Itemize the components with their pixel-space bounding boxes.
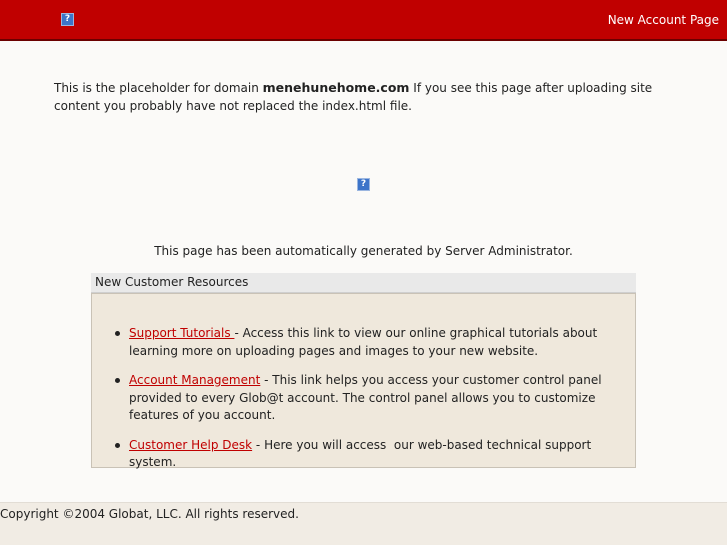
broken-image-icon: ? (357, 178, 370, 191)
intro-text-after: If you see this page after uploading site content you probably have not replaced the index.html file. (54, 81, 653, 113)
bullet-icon (115, 378, 120, 383)
broken-image-icon: ? (61, 13, 74, 26)
resources-panel (91, 293, 636, 468)
generated-notice: This page has been automatically generated by Server Administrator. (154, 244, 573, 258)
customer-help-desk-link[interactable]: Customer Help Desk (129, 437, 253, 452)
placeholder-intro (54, 79, 674, 115)
intro-text-before: This is the placeholder for domain (54, 81, 263, 95)
resources-title: New Customer Resources (91, 273, 636, 293)
bullet-icon (115, 443, 120, 448)
list-item (129, 437, 629, 472)
copyright-text: Copyright ©2004 Globat, LLC. All rights reserved. (0, 507, 299, 521)
account-management-link[interactable]: Account Management (129, 373, 261, 387)
list-item (129, 372, 629, 425)
support-tutorials-description: - Access this link to view our online graphical tutorials about learning more on uploading pages and images to your new website. (129, 326, 598, 358)
customer-help-desk-description: - Here you will access our web-based technical support system. (129, 437, 596, 469)
resources-list (129, 325, 629, 484)
support-tutorials-link[interactable]: Support Tutorials (129, 326, 235, 340)
top-banner (0, 0, 727, 41)
account-management-description: - This link helps you access your customer control panel provided to every Glob@t account. The control panel allows you to customize features of you account. (129, 373, 602, 422)
domain-name: menehunehome.com (262, 80, 410, 95)
footer (0, 502, 727, 545)
new-account-page-link[interactable]: New Account Page (607, 13, 719, 27)
bullet-icon (115, 331, 120, 336)
list-item (129, 325, 629, 360)
